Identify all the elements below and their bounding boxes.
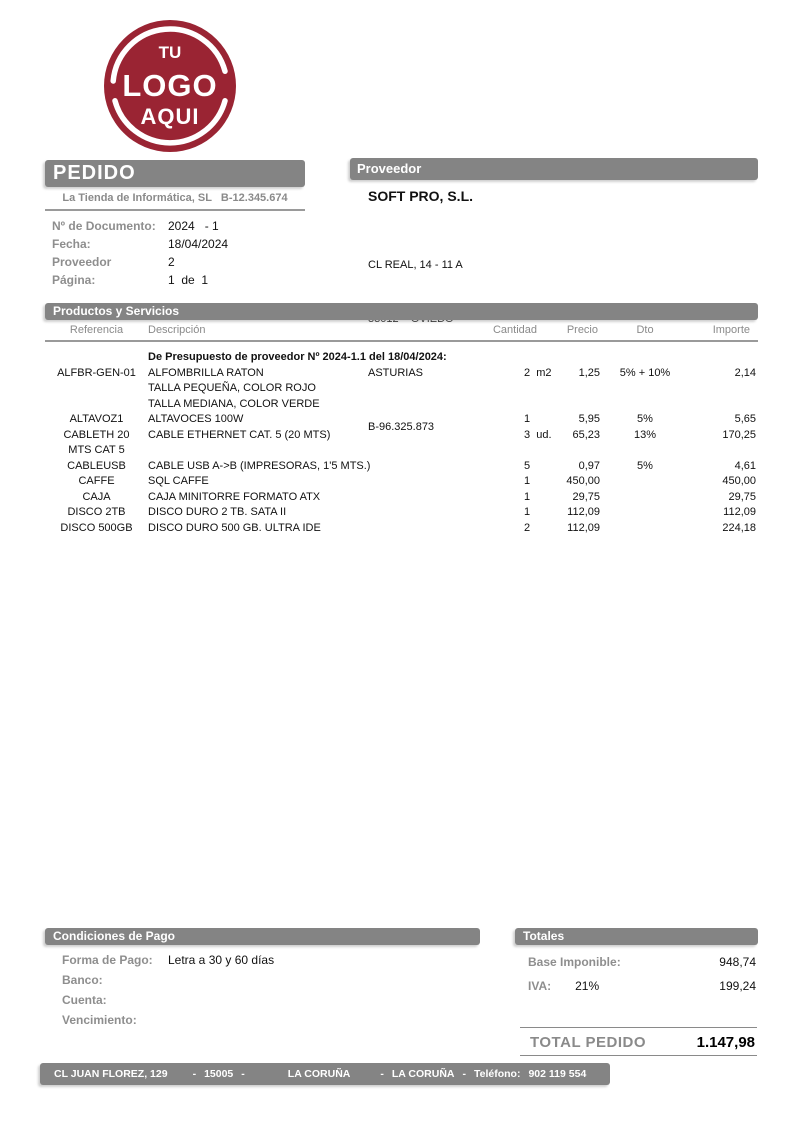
logo-text-aqui: AQUI (140, 104, 200, 129)
cell-dto: 5% + 10% (619, 366, 671, 379)
cell-amount (690, 381, 758, 397)
products-group-header: De Presupuesto de proveedor Nº 2024-1.1 del 18/04/2024: (148, 351, 447, 363)
cell-amount: 4,61 (734, 459, 756, 472)
column-header-referencia: Referencia (69, 324, 124, 336)
company-tax-id: B-12.345.674 (220, 192, 288, 204)
cell-qty: 1 (524, 413, 531, 425)
cell-amount: 112,09 (723, 506, 756, 518)
field-value: 2 (168, 255, 175, 269)
cell-amount: 170,25 (722, 428, 756, 441)
cell-amount: 450,00 (722, 475, 756, 487)
field-label: Nº de Documento: (52, 219, 156, 233)
footer-province: LA CORUÑA (391, 1068, 455, 1080)
table-row (45, 490, 758, 506)
supplier-address-line: CL REAL, 14 - 11 A (368, 259, 463, 271)
field-value: 18/04/2024 (168, 237, 229, 251)
cell-dto (600, 443, 690, 459)
iva-value: 199,24 (719, 979, 756, 993)
table-row (45, 521, 758, 537)
field-label: Forma de Pago: (62, 953, 153, 967)
totals-row-base (515, 950, 758, 974)
supplier-address-line: ASTURIAS (368, 367, 424, 379)
company-divider (45, 209, 305, 211)
footer-separator: - (380, 1068, 384, 1080)
cell-desc: TALLA MEDIANA, COLOR VERDE (148, 397, 320, 410)
grand-total-top-rule (520, 1027, 757, 1028)
table-row (45, 381, 758, 397)
document-type-bar (45, 160, 305, 187)
cell-ref: DISCO 500GB (60, 521, 133, 534)
logo-text-logo: LOGO (122, 68, 218, 103)
supplier-name: SOFT PRO, S.L. (368, 188, 474, 204)
table-row (45, 474, 758, 490)
field-due-date (45, 1010, 480, 1030)
column-header-dto: Dto (636, 324, 654, 336)
footer-address: CL JUAN FLOREZ, 129 (54, 1068, 168, 1080)
iva-label: IVA: (528, 979, 552, 993)
supplier-section-title: Proveedor (357, 161, 422, 176)
cell-price: 65,23 (572, 428, 600, 441)
logo-text-tu: TU (158, 43, 182, 62)
field-value: 2024 - 1 (168, 219, 219, 233)
cell-price: 29,75 (572, 490, 600, 503)
cell-amount (690, 443, 758, 459)
cell-qty: 3 ud. (524, 428, 552, 441)
field-payment-method (45, 950, 480, 970)
cell-desc: CABLE USB A->B (IMPRESORAS, 1'5 MTS.) (148, 459, 371, 472)
base-imponible-value: 948,74 (719, 955, 756, 969)
cell-dto: 5% (637, 459, 653, 472)
totals-section-title: Totales (523, 929, 565, 943)
cell-ref: MTS CAT 5 (68, 444, 125, 456)
cell-amount (690, 397, 758, 413)
cell-ref (45, 397, 148, 413)
payment-section-title: Condiciones de Pago (53, 929, 176, 943)
cell-price: 0,97 (578, 459, 600, 472)
field-doc-number (45, 217, 325, 235)
cell-qty: 5 (524, 459, 531, 472)
cell-dto: 5% (637, 413, 653, 425)
column-header-importe: Importe (712, 324, 750, 336)
field-label: Vencimiento: (62, 1013, 137, 1027)
products-table-body (45, 350, 758, 536)
cell-desc: CAJA MINITORRE FORMATO ATX (148, 490, 321, 503)
cell-ref: DISCO 2TB (67, 506, 126, 518)
cell-amount: 224,18 (722, 521, 756, 534)
footer-zip: 15005 (204, 1068, 234, 1080)
cell-ref: CABLETH 20 (63, 428, 130, 441)
products-section-title: Productos y Servicios (53, 304, 180, 318)
cell-price: 5,95 (578, 413, 600, 425)
document-type-label: PEDIDO (53, 162, 136, 184)
cell-price: 1,25 (578, 366, 600, 379)
totals-section-bar (515, 928, 758, 945)
grand-total-bottom-rule (520, 1055, 757, 1056)
supplier-tax-id: B-96.325.873 (368, 421, 435, 433)
field-label: Banco: (62, 973, 103, 987)
footer-separator: - (192, 1068, 197, 1080)
table-row (45, 412, 758, 428)
cell-amount: 2,14 (734, 366, 756, 379)
payment-section-bar (45, 928, 480, 945)
footer-bar (40, 1063, 610, 1085)
footer-separator: - (462, 1068, 466, 1080)
column-header-cantidad: Cantidad (492, 324, 537, 336)
table-row (45, 505, 758, 521)
cell-dto (600, 521, 690, 537)
table-row (45, 443, 758, 459)
table-row (45, 366, 758, 382)
company-line-gap (212, 192, 221, 204)
cell-dto (600, 381, 690, 397)
cell-ref: CAJA (82, 490, 111, 503)
document-fields (45, 217, 325, 289)
cell-dto (600, 474, 690, 490)
cell-price: 112,09 (567, 506, 600, 518)
table-row (45, 397, 758, 413)
field-value: 1 de 1 (168, 273, 209, 287)
company-logo (100, 16, 240, 156)
totals-row-iva (515, 974, 758, 998)
column-header-precio: Precio (566, 324, 598, 336)
cell-desc: ALTAVOCES 100W (148, 413, 244, 425)
cell-desc: DISCO DURO 500 GB. ULTRA IDE (148, 521, 321, 534)
footer-phone-label: Teléfono: (474, 1068, 521, 1080)
cell-qty (524, 397, 558, 413)
cell-desc: CABLE ETHERNET CAT. 5 (20 MTS) (148, 428, 331, 441)
cell-dto (600, 397, 690, 413)
field-date (45, 235, 325, 253)
cell-ref: CABLEUSB (67, 459, 126, 472)
cell-dto (600, 505, 690, 521)
field-supplier-code (45, 253, 325, 271)
grand-total-row (520, 1031, 757, 1053)
footer-phone: 902 119 554 (528, 1068, 587, 1080)
field-label: Proveedor (52, 255, 112, 269)
table-row (45, 459, 758, 475)
company-name: La Tienda de Informática, SL (62, 192, 212, 204)
field-bank (45, 970, 480, 990)
iva-rate: 21% (575, 979, 600, 993)
cell-qty: 2 m2 (524, 366, 552, 379)
cell-qty (524, 381, 558, 397)
cell-desc (148, 443, 524, 459)
footer-city: LA CORUÑA (287, 1068, 351, 1080)
cell-ref: CAFFE (78, 475, 115, 487)
grand-total-label: TOTAL PEDIDO (530, 1033, 647, 1051)
cell-price (558, 443, 600, 459)
products-table-header (45, 324, 758, 336)
footer-separator: - (241, 1068, 245, 1080)
cell-qty: 1 (524, 506, 531, 518)
payment-fields (45, 950, 480, 1030)
cell-qty: 2 (524, 521, 531, 534)
cell-desc: SQL CAFFE (148, 475, 209, 487)
base-imponible-label: Base Imponible: (528, 955, 621, 969)
column-header-descripcion: Descripción (148, 324, 206, 336)
cell-amount: 29,75 (728, 490, 756, 503)
supplier-section-bar (350, 158, 758, 180)
cell-dto: 13% (633, 428, 657, 441)
cell-dto (600, 490, 690, 506)
cell-desc: TALLA PEQUEÑA, COLOR ROJO (148, 382, 316, 394)
cell-price (558, 381, 600, 397)
cell-desc: ALFOMBRILLA RATON (148, 366, 264, 379)
cell-price: 112,09 (567, 521, 600, 534)
cell-ref (45, 381, 148, 397)
company-line (45, 192, 305, 204)
field-account (45, 990, 480, 1010)
grand-total-value: 1.147,98 (696, 1033, 755, 1051)
table-row (45, 428, 758, 444)
totals-block (515, 950, 758, 998)
cell-ref: ALFBR-GEN-01 (57, 366, 136, 379)
field-label: Fecha: (52, 237, 91, 251)
cell-ref: ALTAVOZ1 (69, 413, 124, 425)
cell-qty: 1 (524, 475, 531, 487)
field-label: Cuenta: (62, 993, 107, 1007)
cell-desc: DISCO DURO 2 TB. SATA II (148, 506, 287, 518)
cell-qty: 1 (524, 490, 531, 503)
cell-price (558, 397, 600, 413)
table-header-divider (45, 340, 758, 342)
field-page (45, 271, 325, 289)
field-value: Letra a 30 y 60 días (168, 953, 275, 967)
cell-amount: 5,65 (734, 413, 756, 425)
products-section-bar (45, 303, 758, 320)
cell-price: 450,00 (566, 475, 600, 487)
cell-qty (524, 443, 558, 459)
field-label: Página: (52, 273, 96, 287)
